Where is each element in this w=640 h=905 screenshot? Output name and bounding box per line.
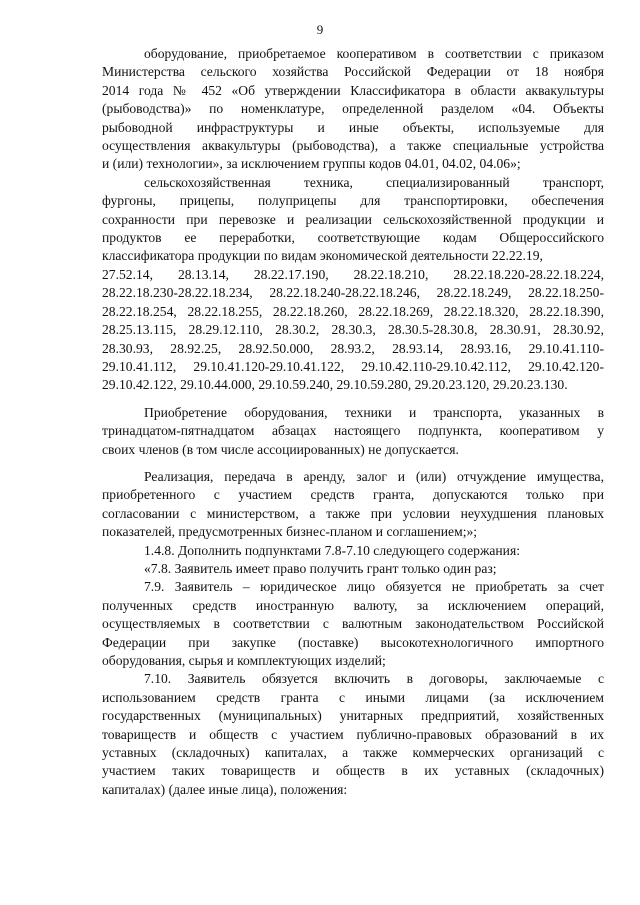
text-line: 29.10.41.112, 29.10.41.120-29.10.41.122, 29.10.42.110-29.10.42.112, 29.10.42.120- bbox=[102, 358, 604, 374]
text-line: приобретенного с участием средств гранта, допускаются только при bbox=[102, 487, 604, 503]
text-line: тринадцатом-пятнадцатом абзацах настоящего подпункта, кооперативом у bbox=[102, 423, 604, 439]
text-line: 27.52.14, 28.13.14, 28.22.17.190, 28.22.18.210, 28.22.18.220-28.22.18.224, bbox=[102, 266, 604, 282]
text-line: фургоны, прицепы, полуприцепы для транспортировки, обеспечения bbox=[102, 193, 604, 209]
text-line: 28.22.18.254, 28.22.18.255, 28.22.18.260, 28.22.18.269, 28.22.18.320, 28.22.18.390, bbox=[102, 303, 604, 319]
paragraph-1-4-8 bbox=[102, 542, 604, 560]
text-line: Министерства сельского хозяйства Российской Федерации от 18 ноября bbox=[102, 64, 604, 80]
text-line: рыбоводной инфраструктуры и иные объекты, используемые для bbox=[102, 119, 604, 135]
text-line: Приобретение оборудования, техники и транспорта, указанных в bbox=[144, 404, 604, 420]
text-line: продуктов ее переработки, соответствующие кодам Общероссийского bbox=[102, 230, 604, 246]
paragraph-7-9 bbox=[102, 578, 604, 670]
text-line: осуществления аквакультуры (рыбоводства), а также специальные устройства bbox=[102, 138, 604, 154]
text-line: сельскохозяйственная техника, специализированный транспорт, bbox=[144, 174, 604, 190]
text-line: 28.30.93, 28.92.25, 28.92.50.000, 28.93.2, 28.93.14, 28.93.16, 29.10.41.110- bbox=[102, 340, 604, 356]
text-line: уставных (складочных) капиталах, а также коммерческих организаций с bbox=[102, 745, 604, 761]
page-number: 9 bbox=[316, 22, 324, 37]
text-line: полученных средств иностранную валюту, за исключением операций, bbox=[102, 597, 604, 613]
text-line: 29.10.42.122, 29.10.44.000, 29.10.59.240, 29.10.59.280, 29.20.23.120, 29.20.23.130. bbox=[102, 377, 568, 393]
text-line: Федерации при закупке (поставке) высокотехнологичного импортного bbox=[102, 634, 604, 650]
text-line: своих членов (в том числе ассоциированных) не допускается. bbox=[102, 441, 459, 457]
text-line: Реализация, передача в аренду, залог и (или) отчуждение имущества, bbox=[144, 468, 604, 484]
text-line: показателей, предусмотренных бизнес-планом и соглашением;»; bbox=[102, 524, 478, 540]
text-line: использованием средств гранта с иными лицами (за исключением bbox=[102, 689, 604, 705]
text-line: (рыбоводства)» по номенклатуре, определенной разделом «04. Объекты bbox=[102, 101, 604, 117]
text-line: государственных (муниципальных) унитарных предприятий, хозяйственных bbox=[102, 708, 604, 724]
text-line: «7.8. Заявитель имеет право получить грант только один раз; bbox=[144, 560, 497, 576]
text-line: товариществ и обществ с участием публично-правовых образований в их bbox=[102, 726, 604, 742]
paragraph-7-8 bbox=[102, 560, 604, 578]
text-line: участием таких товариществ и обществ в их уставных (складочных) bbox=[102, 763, 604, 779]
paragraph-acquisition bbox=[102, 404, 604, 459]
text-line: и (или) технологии», за исключением группы кодов 04.01, 04.02, 04.06»; bbox=[102, 156, 521, 172]
text-line: осуществляемых в соответствии с валютным законодательством Российской bbox=[102, 616, 604, 632]
text-line: 7.10. Заявитель обязуется включить в договоры, заключаемые с bbox=[144, 671, 604, 687]
text-line: 28.22.18.230-28.22.18.234, 28.22.18.240-28.22.18.246, 28.22.18.249, 28.22.18.250- bbox=[102, 285, 604, 301]
text-line: капиталах) (далее иные лица), положения: bbox=[102, 781, 348, 797]
text-line: оборудование, приобретаемое кооперативом в соответствии с приказом bbox=[144, 46, 604, 61]
paragraph-7-10 bbox=[102, 670, 604, 799]
text-line: 28.25.13.115, 28.29.12.110, 28.30.2, 28.30.3, 28.30.5-28.30.8, 28.30.91, 28.30.92, bbox=[102, 322, 604, 338]
text-line: 1.4.8. Дополнить подпунктами 7.8-7.10 следующего содержания: bbox=[144, 542, 520, 558]
text-line: оборудования, сырья и комплектующих изделий; bbox=[102, 653, 386, 668]
text-line: согласовании с министерством, а также при условии неухудшения плановых bbox=[102, 505, 604, 521]
paragraph-property bbox=[102, 468, 604, 542]
text-line: 7.9. Заявитель – юридическое лицо обязуется не приобретать за счет bbox=[144, 579, 604, 595]
paragraph-transport bbox=[102, 174, 604, 395]
paragraph-equipment bbox=[102, 45, 604, 174]
document-body bbox=[102, 45, 604, 799]
text-line: сохранности при перевозке и реализации сельскохозяйственной продукции и bbox=[102, 211, 604, 227]
text-line: 2014 года № 452 «Об утверждении Классификатора в области аквакультуры bbox=[102, 82, 604, 98]
text-line: классификатора продукции по видам экономической деятельности 22.22.19, bbox=[102, 248, 543, 264]
